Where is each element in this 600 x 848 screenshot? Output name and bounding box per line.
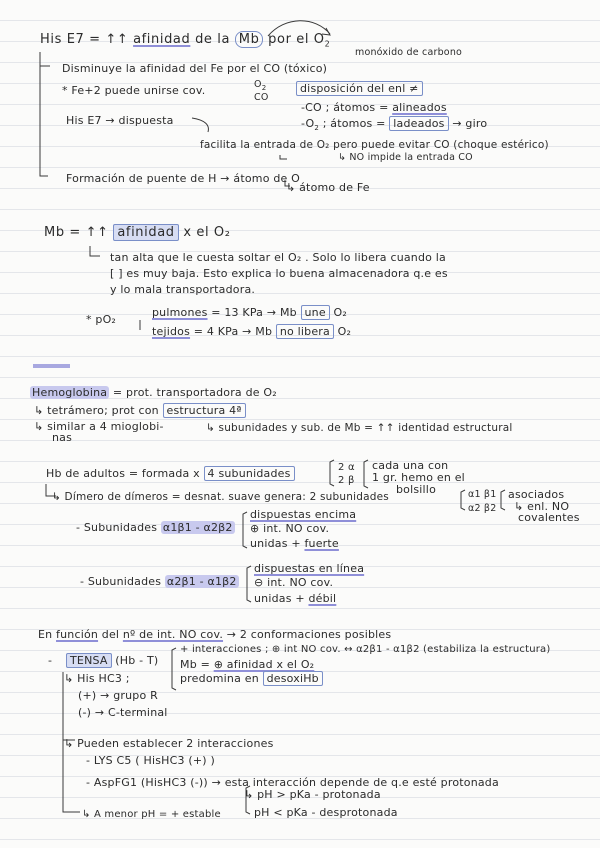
sec2-pulmones-b: = 13 KPa → Mb — [207, 306, 301, 319]
sec3-adultos — [46, 467, 295, 480]
sec3-sub2-r1 — [254, 562, 364, 575]
sec4-his: ↳ His HC3 ; — [64, 672, 130, 685]
sec3-asociados: asociados — [508, 488, 565, 501]
sec4-ph1: ↳ pH > pKa - protonada — [244, 788, 381, 801]
sec4-menor: ↳ A menor pH = + estable — [82, 809, 221, 820]
sec2-no-libera: no libera — [276, 324, 334, 339]
sec3-title — [30, 386, 277, 399]
sec4-t2 — [180, 658, 314, 671]
sec3-tetramero-a: ↳ tetrámero; prot con — [34, 404, 163, 417]
sec4-t1: + interacciones ; ⊕ int NO cov. ↔ α2β1 - α1β2 (estabiliza la estructura) — [180, 644, 551, 655]
sec1-title-d: por el O — [263, 32, 325, 47]
sec4-tensa: TENSA — [66, 653, 112, 668]
sec4-ph2: pH < pKa - desprotonada — [254, 806, 398, 819]
sec3-cada1: cada una con — [372, 459, 449, 472]
sec1-line7: ↳ NO impide la entrada CO — [338, 152, 473, 163]
sec4-t3a: predomina en — [180, 672, 263, 685]
sec3-cada3: bolsillo — [396, 483, 436, 496]
sec3-similar1: ↳ similar a 4 mioglobi- — [34, 420, 164, 433]
sec3-a2b2: α2 β2 — [468, 503, 497, 514]
sec4-tensa-b: (Hb - T) — [111, 654, 159, 667]
sec1-line5: His E7 → dispuesta — [66, 114, 174, 127]
sec1-disposicion — [296, 82, 423, 95]
sec3-4subunidades: 4 subunidades — [204, 466, 295, 481]
sec3-estructura: estructura 4ª — [163, 403, 246, 418]
sec3-2alfa: 2 α — [338, 462, 355, 473]
sec2-tejidos-label: tejidos — [152, 325, 191, 338]
sec3-cada2: 1 gr. hemo en el — [372, 471, 465, 484]
sec1-o2-co — [254, 80, 269, 103]
sec1-title — [40, 32, 330, 52]
sec2-pulmones-d: O₂ — [329, 306, 347, 319]
sec2-p3: y lo mala transportadora. — [110, 283, 256, 296]
sec1-line3 — [301, 101, 447, 114]
sec1-line9: ↳ átomo de Fe — [286, 181, 370, 194]
sec2-tejidos — [152, 325, 351, 338]
sec3-sub1 — [76, 521, 235, 534]
sec1-disposicion-box: disposición del enl ≠ — [296, 81, 423, 96]
sec2-po2: * pO₂ — [86, 313, 117, 326]
sec3-2beta: 2 β — [338, 475, 355, 486]
sec1-line4d: → giro — [448, 117, 488, 130]
sec2-title — [44, 225, 231, 240]
sec4-desoxihb: desoxiHb — [263, 671, 323, 686]
sec4-tensa-row — [66, 654, 158, 667]
sec1-line4 — [301, 117, 487, 135]
sec3-sub1-fuerte: fuerte — [304, 537, 339, 550]
sec4-conf: → 2 conformaciones posibles — [223, 628, 392, 641]
sec1-o2-sub: 2 — [261, 83, 267, 92]
sec3-sub2-r3a: unidas + — [254, 592, 309, 605]
sec4-t3 — [180, 672, 323, 685]
sec1-line1: Disminuye la afinidad del Fe por el CO (tóxico) — [62, 62, 328, 75]
sec3-sub1-r2: ⊕ int. NO cov. — [250, 522, 330, 535]
sec2-title-c: x el O₂ — [178, 225, 231, 240]
sec3-sub2-debil: débil — [308, 592, 337, 605]
sec3-dimero: ↳ Dímero de dímeros = desnat. suave genera: 2 subunidades — [52, 491, 389, 503]
sec1-title-c: de la — [190, 32, 235, 47]
sec4-del: del — [98, 628, 123, 641]
sec1-line3a: -CO ; átomos = — [301, 101, 393, 114]
sec3-covalentes: covalentes — [518, 511, 580, 524]
sec3-enl-no: ↳ enl. NO — [514, 500, 570, 513]
sec1-line2a: * Fe+2 puede unirse cov. — [62, 84, 206, 97]
sec1-co: CO — [254, 91, 269, 103]
sec2-tejidos-b: = 4 KPa → Mb — [190, 325, 276, 338]
sec1-title-sub: 2 — [324, 39, 331, 49]
sec3-sub2-r3 — [254, 592, 336, 605]
sec1-line4b: ; átomos = — [319, 117, 390, 130]
sec3-sub1-r3a: unidas + — [250, 537, 305, 550]
sec3-adultos-a: Hb de adultos = formada x — [46, 467, 204, 480]
sec3-sub2 — [80, 575, 239, 588]
sec3-title-b: = prot. transportadora de O₂ — [109, 386, 277, 399]
sec2-p1: tan alta que le cuesta soltar el O₂ . Solo lo libera cuando la — [110, 251, 446, 264]
sec4-int2: - AspFG1 (HisHC3 (-)) → esta interacción depende de q.e esté protonada — [86, 776, 499, 789]
sec3-tetramero — [34, 404, 246, 417]
sec2-title-a: Mb = ↑↑ — [44, 225, 114, 240]
sec4-title — [38, 628, 391, 641]
sec2-pulmones — [152, 306, 347, 319]
sec4-his1: (+) → grupo R — [78, 689, 158, 702]
sec3-hemoglobina: Hemoglobina — [32, 386, 108, 399]
sec2-pulmones-label: pulmones — [152, 306, 208, 319]
sec4-funcion: función — [56, 628, 99, 641]
sec2-p2: [ ] es muy baja. Esto explica lo buena almacenadora q.e es — [110, 267, 448, 280]
sec1-o2: O — [254, 79, 262, 90]
sec3-sub1-r3 — [250, 537, 339, 550]
sec1-ladeados: ladeados — [389, 116, 448, 131]
sec3-similar2: nas — [52, 431, 73, 444]
sec4-int1: - LYS C5 ( HisHC3 (+) ) — [86, 754, 215, 767]
sec4-t2b: ⊕ afinidad x el O₂ — [213, 658, 315, 671]
sec2-afinidad: afinidad — [113, 224, 178, 241]
sec1-line4s: 2 — [314, 124, 319, 133]
sec2-une: une — [301, 305, 330, 320]
sec1-title-mb: Mb — [235, 31, 264, 48]
sec4-pueden: ↳ Pueden establecer 2 interacciones — [64, 737, 274, 750]
sec1-title-afinidad: afinidad — [133, 32, 191, 47]
sec4-en: En — [38, 628, 57, 641]
sec4-tensa-dash: - — [48, 654, 53, 667]
sec3-sub2-linea: dispuestas en línea — [254, 562, 365, 575]
sec1-line4a: -O — [301, 117, 315, 130]
sec3-sub2-a: - Subunidades — [80, 575, 165, 588]
sec1-title-a: His E7 = ↑↑ — [40, 32, 129, 47]
sec3-similar3: ↳ subunidades y sub. de Mb = ↑↑ identidad estructural — [206, 422, 513, 434]
sec1-line8: Formación de puente de H → átomo de O — [66, 172, 301, 185]
sec3-sub1-a: - Subunidades — [76, 521, 161, 534]
sec4-t2a: Mb = — [180, 658, 214, 671]
sec3-sub1-r1 — [250, 508, 356, 521]
co-note: monóxido de carbono — [355, 47, 463, 58]
sec3-sub2-pairs: α2β1 - α1β2 — [166, 575, 237, 588]
sec4-nint: nº de int. NO cov. — [122, 628, 224, 641]
sec3-sub2-r2: ⊖ int. NO cov. — [254, 576, 334, 589]
sec3-sub1-encima: dispuestas encima — [250, 508, 357, 521]
sec3-a1b1: α1 β1 — [468, 489, 497, 500]
sec1-line6: facilita la entrada de O₂ pero puede evitar CO (choque estérico) — [200, 139, 549, 151]
sec2-tejidos-d: O₂ — [333, 325, 352, 338]
sec3-sub1-pairs: α1β1 - α2β2 — [162, 521, 233, 534]
sec1-alineados: alineados — [392, 101, 447, 114]
sec4-his2: (-) → C-terminal — [78, 706, 168, 719]
